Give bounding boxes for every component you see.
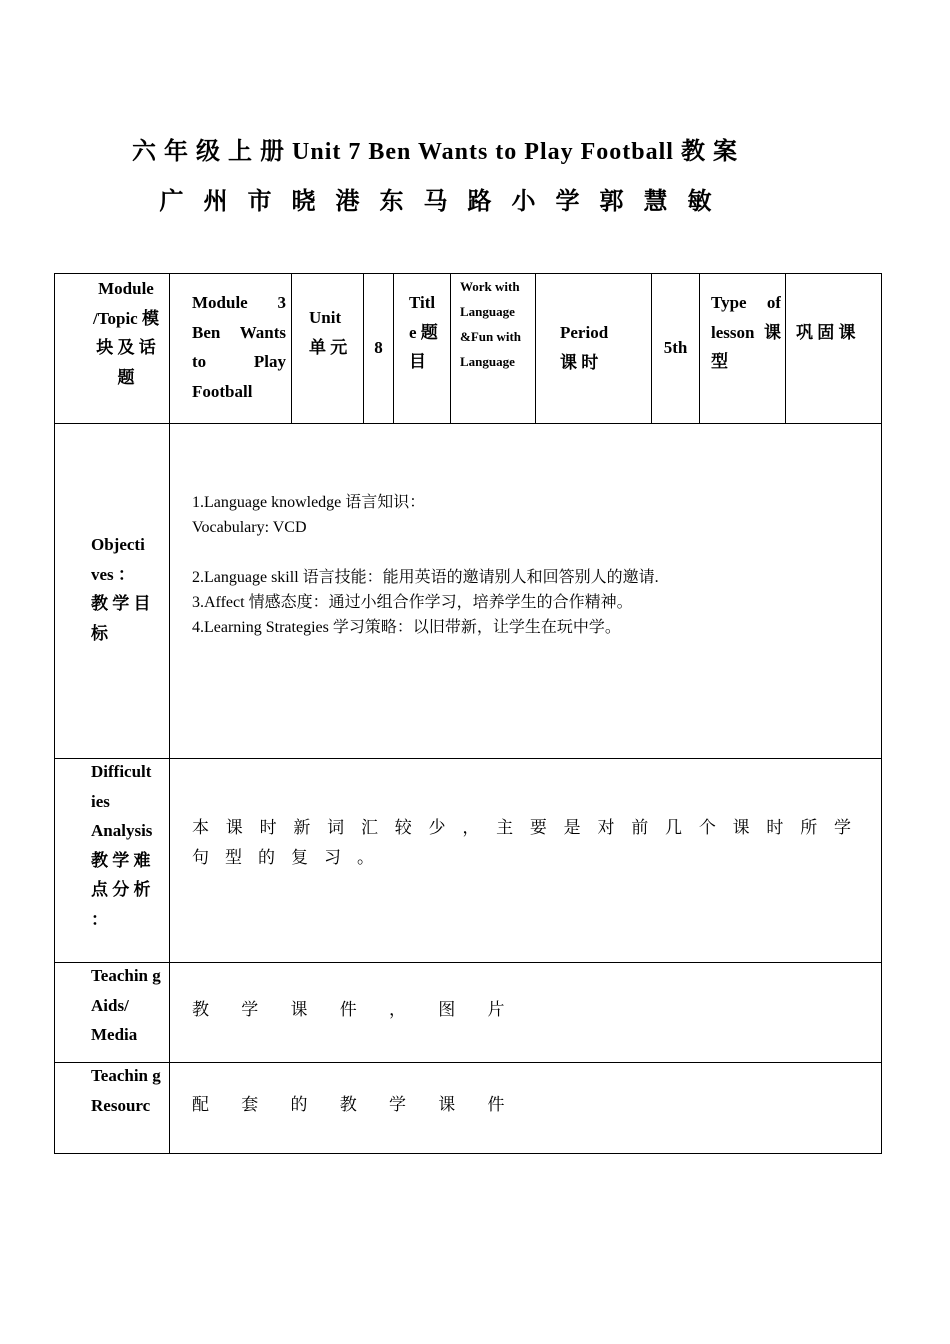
objective-line: 3.Affect 情感态度：通过小组合作学习，培养学生的合作精神。 [192,594,633,611]
table-border [54,273,55,1154]
module-value: Module 3 Ben Wants to Play Football [192,293,286,401]
table-border [169,273,170,1154]
resources-label: Teachin g Resourc [91,1066,161,1115]
document-subtitle: 广 州 市 晓 港 东 马 路 小 学 郭 慧 敏 [159,189,719,215]
aids-label: Teachin g Aids/ Media [91,966,161,1044]
unit-value: 8 [374,338,383,357]
objective-line: 1.Language knowledge 语言知识： [192,494,426,511]
table-border [881,273,882,1154]
objectives-label: Objecti ves ： 教 学 目 标 [91,535,151,643]
objective-line: Vocabulary: VCD [192,519,307,536]
table-border [54,1062,882,1063]
document-title: 六 年 级 上 册 Unit 7 Ben Wants to Play Football 教 案 [132,139,738,165]
table-border [54,962,882,963]
type-label: Type of lesson 课 型 [711,293,781,371]
aids-text: 教 学 课 件 ， 图 片 [192,1000,519,1019]
period-value: 5th [663,338,688,357]
difficulties-label: Difficult ies Analysis 教 学 难 点 分 析 ： [91,762,153,929]
type-value: 巩 固 课 [796,323,856,342]
objectives-list [192,490,872,650]
objective-line: 4.Learning Strategies 学习策略：以旧带新，让学生在玩中学。 [192,619,621,636]
table-border [291,273,292,424]
table-border [54,423,882,424]
objective-line: 2.Language skill 语言技能：能用英语的邀请别人和回答别人的邀请. [192,569,659,586]
title-value: Work with Language &Fun with Language [460,279,522,369]
table-border [535,273,536,424]
period-label: Period 课 时 [560,323,609,372]
module-label: Module /Topic 模 块 及 话 题 [93,279,159,387]
table-border [393,273,394,424]
resources-text: 配 套 的 教 学 课 件 [192,1095,519,1114]
difficulties-text: 本课时新词汇较少，主要是对前几个课时所学句型的复习。 [192,818,867,867]
title-label: Titl e 题 目 [409,293,438,371]
table-border [699,273,700,424]
unit-label: Unit 单 元 [309,308,348,357]
table-border [54,1153,882,1154]
table-border [450,273,451,424]
table-border [785,273,786,424]
table-border [54,758,882,759]
